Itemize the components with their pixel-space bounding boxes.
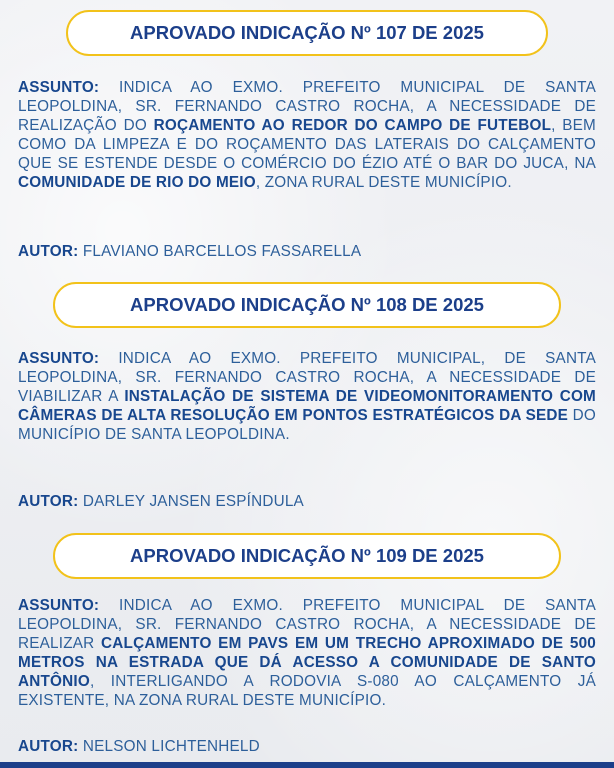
author-name: FLAVIANO BARCELLOS FASSARELLA bbox=[78, 243, 362, 260]
subject-text bbox=[18, 597, 596, 709]
subject-label: ASSUNTO: bbox=[18, 597, 100, 614]
subject-segment: INDICA AO EXMO. PREFEITO MUNICIPAL DE SANTA LEOPOLDINA, SR. FERNANDO CASTRO ROCHA, A NECESSIDADE DE REALIZAÇÃO DO bbox=[18, 79, 596, 134]
indication-title: APROVADO INDICAÇÃO Nº 108 DE 2025 bbox=[130, 294, 484, 315]
subject-segment: , ZONA RURAL DESTE MUNICÍPIO. bbox=[255, 174, 512, 191]
author-label: AUTOR: bbox=[18, 738, 79, 755]
author-label: AUTOR: bbox=[18, 493, 79, 510]
subject-label: ASSUNTO: bbox=[18, 79, 100, 96]
author-line-109 bbox=[18, 738, 260, 756]
subject-label: ASSUNTO: bbox=[18, 350, 100, 367]
author-name: DARLEY JANSEN ESPÍNDULA bbox=[78, 493, 304, 510]
title-pill-108 bbox=[53, 282, 561, 328]
subject-text bbox=[18, 79, 596, 191]
subject-segment: , INTERLIGANDO A RODOVIA S-080 AO CALÇAMENTO JÁ EXISTENTE, NA ZONA RURAL DESTE MUNICÍPIO. bbox=[18, 673, 596, 709]
indication-title: APROVADO INDICAÇÃO Nº 109 DE 2025 bbox=[130, 545, 484, 566]
subject-block-108 bbox=[18, 349, 596, 444]
author-line-107 bbox=[18, 243, 361, 261]
bottom-bar bbox=[0, 762, 614, 768]
subject-segment: DO MUNICÍPIO DE SANTA LEOPOLDINA. bbox=[18, 407, 597, 443]
subject-highlight: ROÇAMENTO AO REDOR DO CAMPO DE FUTEBOL bbox=[153, 117, 552, 134]
subject-highlight: CALÇAMENTO EM PAVS EM UM TRECHO APROXIMADO DE 500 METROS NA ESTRADA QUE DÁ ACESSO A COMUNIDADE DE SANTO ANTÔNIO bbox=[18, 635, 597, 690]
subject-text bbox=[18, 350, 596, 443]
title-pill-109 bbox=[53, 533, 561, 579]
subject-segment: INDICA AO EXMO. PREFEITO MUNICIPAL DE SANTA LEOPOLDINA, SR. FERNANDO CASTRO ROCHA, A NECESSIDADE DE REALIZAR bbox=[18, 597, 596, 652]
subject-block-109 bbox=[18, 596, 596, 710]
author-name: NELSON LICHTENHELD bbox=[78, 738, 260, 755]
indication-title: APROVADO INDICAÇÃO Nº 107 DE 2025 bbox=[130, 22, 484, 43]
author-line-108 bbox=[18, 493, 304, 511]
author-label: AUTOR: bbox=[18, 243, 79, 260]
subject-highlight: COMUNIDADE DE RIO DO MEIO bbox=[18, 174, 256, 191]
subject-segment: INDICA AO EXMO. PREFEITO MUNICIPAL, DE SANTA LEOPOLDINA, SR. FERNANDO CASTRO ROCHA, A NECESSIDADE DE VIABILIZAR A bbox=[18, 350, 596, 405]
title-pill-107 bbox=[66, 10, 548, 56]
subject-highlight: INSTALAÇÃO DE SISTEMA DE VIDEOMONITORAMENTO COM CÂMERAS DE ALTA RESOLUÇÃO EM PONTOS ESTRATÉGICOS DA SEDE bbox=[18, 388, 596, 424]
subject-segment: , BEM COMO DA LIMPEZA E DO ROÇAMENTO DAS LATERAIS DO CALÇAMENTO QUE SE ESTENDE DESDE O COMÉRCIO DO ÉZIO ATÉ O BAR DO JUCA, NA bbox=[18, 117, 596, 172]
subject-block-107 bbox=[18, 78, 596, 192]
